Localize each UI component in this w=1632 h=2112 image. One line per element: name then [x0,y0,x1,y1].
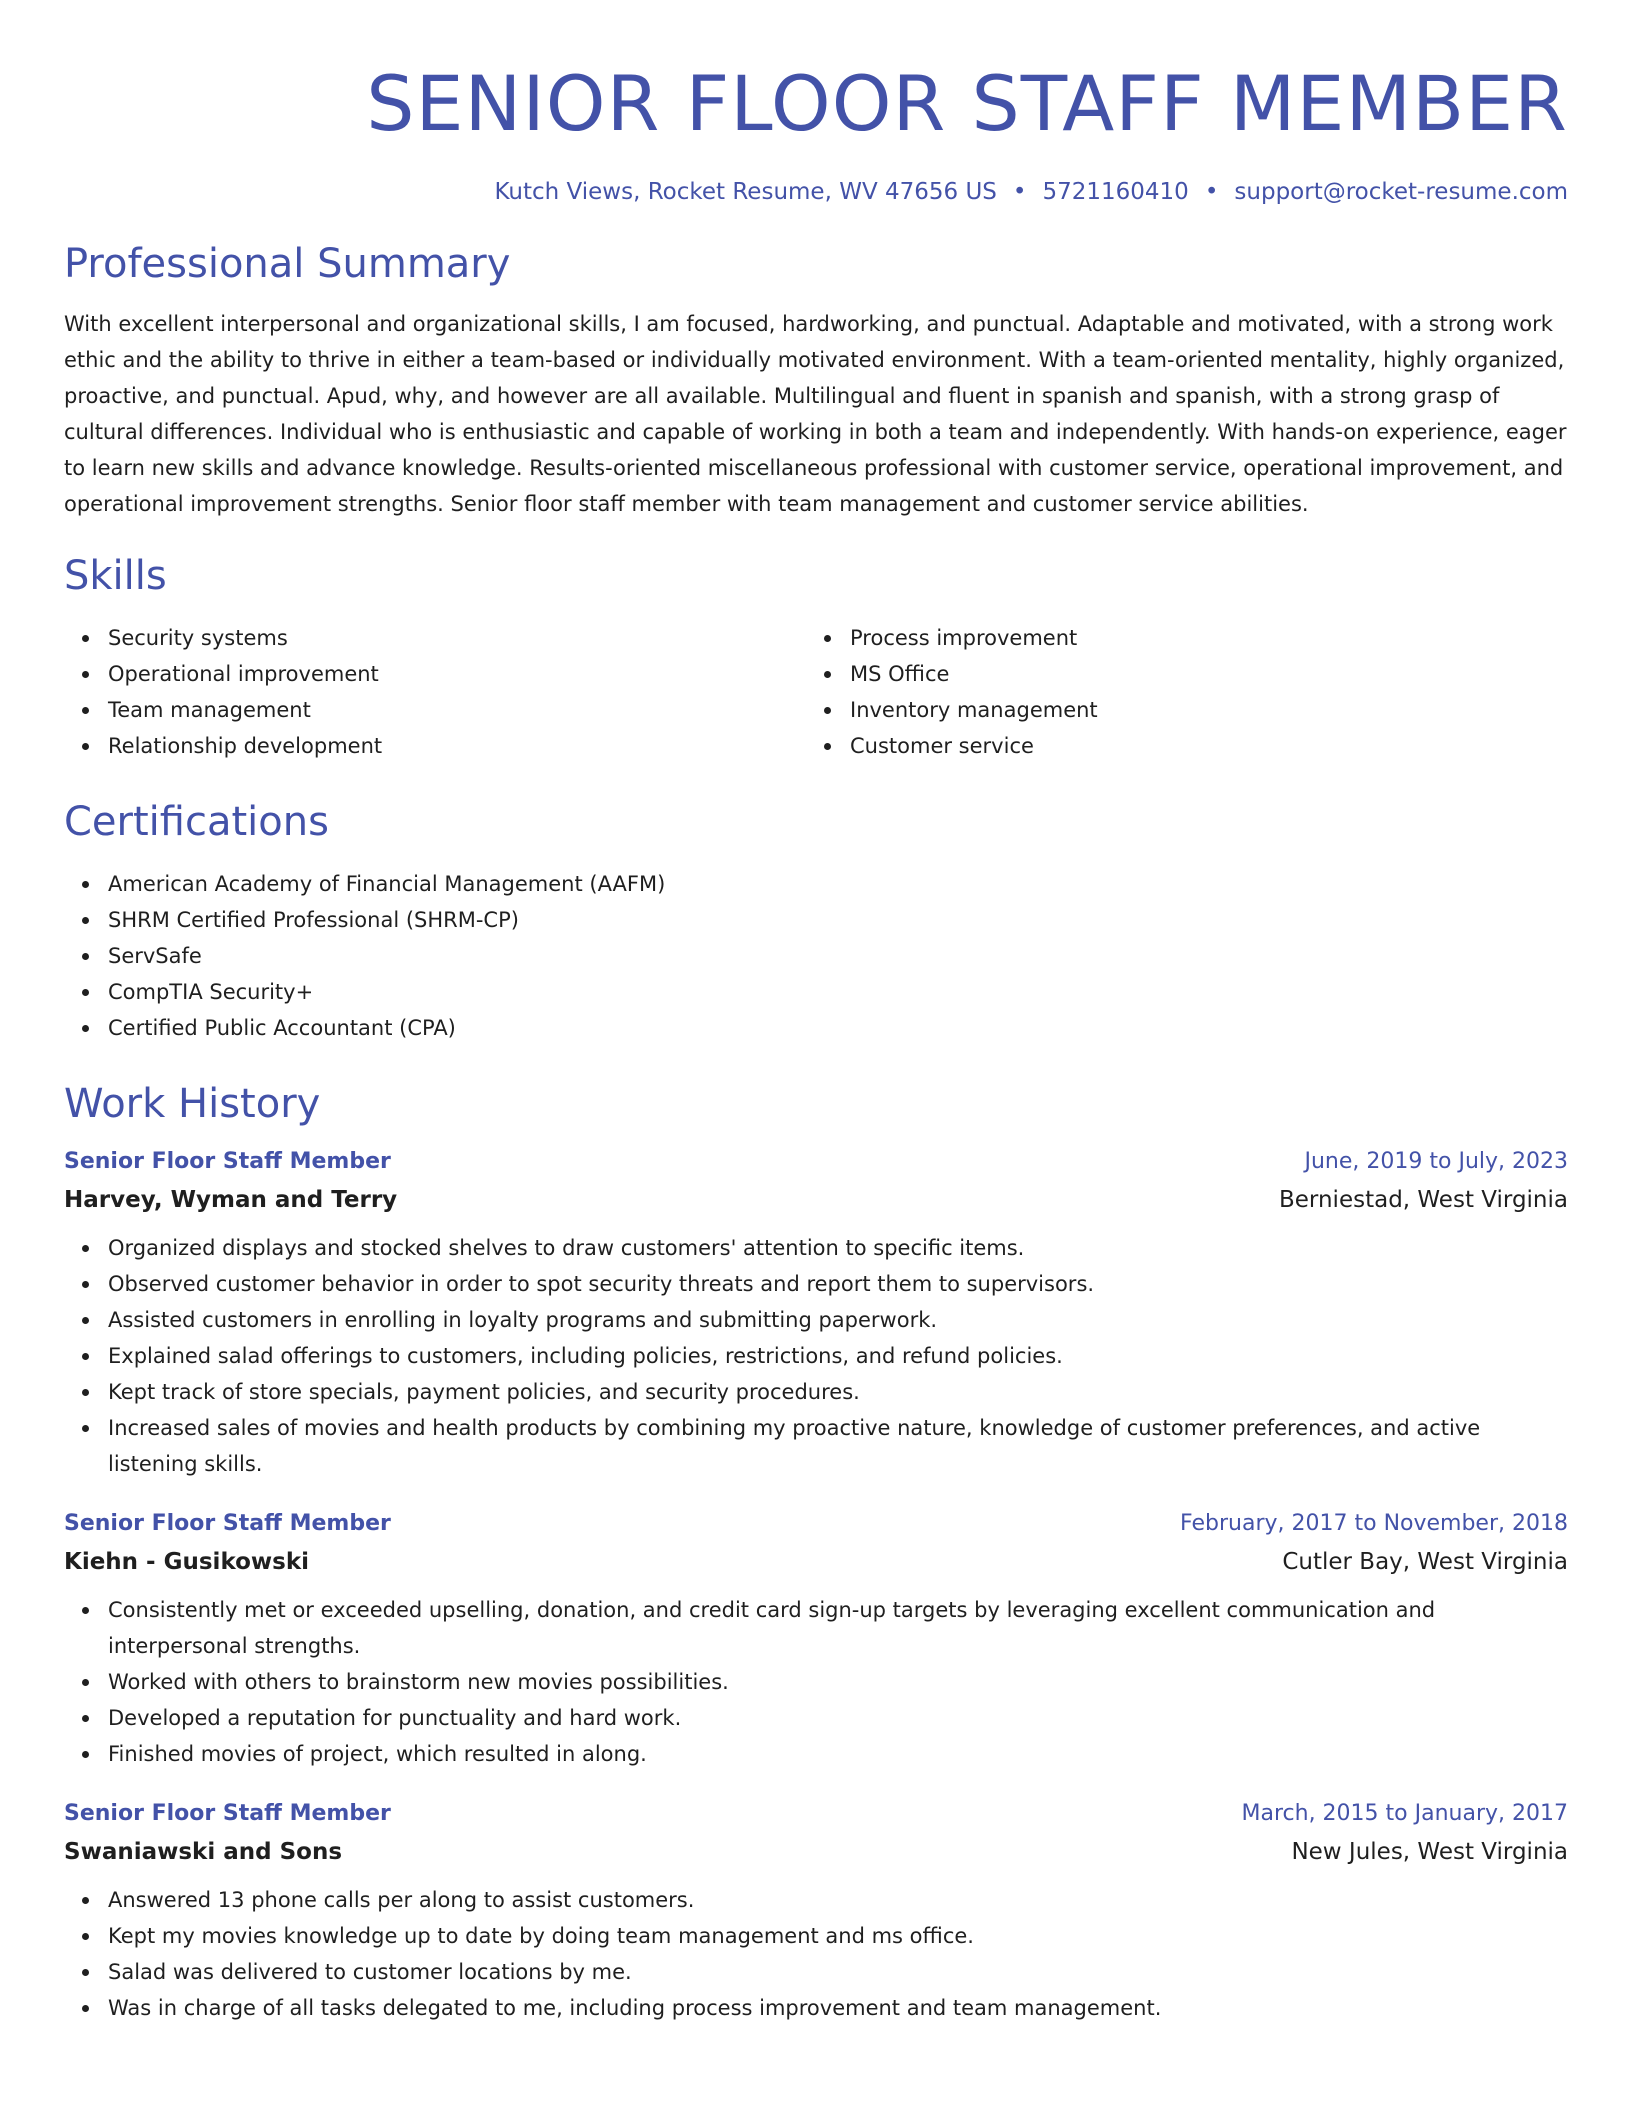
certifications-section [64,796,1568,1046]
job-bullets [64,1592,1568,1772]
contact-phone: 5721160410 [1042,179,1189,205]
job-dates: February, 2017 to November, 2018 [1180,1511,1568,1536]
summary-heading: Professional Summary [64,241,511,287]
resume-name: SENIOR FLOOR STAFF MEMBER [366,59,1568,148]
job-company: Harvey, Wyman and Terry [64,1187,398,1213]
certification-item: SHRM Certified Professional (SHRM-CP) [64,902,1568,938]
contact-line [64,176,1568,208]
job-header [64,1796,1568,1832]
skills-heading: Skills [64,553,167,599]
job-location: Cutler Bay, West Virginia [1282,1549,1568,1575]
job-header [64,1506,1568,1542]
job-bullet: Developed a reputation for punctuality and hard work. [64,1700,1568,1736]
job-entry [64,1506,1568,1772]
job-bullet: Kept track of store specials, payment policies, and security procedures. [64,1374,1568,1410]
skills-grid [64,620,1568,764]
certification-item: CompTIA Security+ [64,974,1568,1010]
summary-text: With excellent interpersonal and organizational skills, I am focused, hardworking, and punctual. Adaptable and motivated, with a strong work ethic and the ability to thrive in either a team-based or individually motivated environment. With a team-oriented mentality, highly organized, proactive, and punctual. Apud, why, and however are all available. Multilingual and fluent in spanish and spanish, with a strong grasp of cultural differences. Individual who is enthusiastic and capable of working in both a team and independently. With hands-on experience, eager to learn new skills and advance knowledge. Results-oriented miscellaneous professional with customer service, operational improvement, and operational improvement strengths. Senior floor staff member with team management and customer service abilities. [64,312,1567,516]
job-bullet: Answered 13 phone calls per along to assist customers. [64,1882,1568,1918]
certification-item: American Academy of Financial Management (AAFM) [64,866,1568,902]
contact-email: support@rocket-resume.com [1234,179,1568,205]
contact-separator: • [1204,179,1219,205]
skill-item: Operational improvement [64,656,806,692]
certifications-list [64,866,1568,1046]
skill-item: Process improvement [806,620,1548,656]
job-entry [64,1144,1568,1482]
job-title: Senior Floor Staff Member [64,1149,391,1174]
job-bullet: Assisted customers in enrolling in loyalty programs and submitting paperwork. [64,1302,1568,1338]
skill-item: Security systems [64,620,806,656]
job-dates: March, 2015 to January, 2017 [1241,1801,1568,1826]
job-bullet: Organized displays and stocked shelves to draw customers' attention to specific items. [64,1230,1568,1266]
certification-item: Certified Public Accountant (CPA) [64,1010,1568,1046]
skill-item: Customer service [806,728,1548,764]
job-header [64,1144,1568,1180]
job-bullet: Finished movies of project, which resulted in along. [64,1736,1568,1772]
job-bullet: Consistently met or exceeded upselling, donation, and credit card sign-up targets by leveraging excellent communication and interpersonal strengths. [64,1592,1568,1664]
job-dates: June, 2019 to July, 2023 [1304,1149,1568,1174]
job-bullet: Explained salad offerings to customers, including policies, restrictions, and refund policies. [64,1338,1568,1374]
job-location: New Jules, West Virginia [1291,1839,1568,1865]
skill-item: Relationship development [64,728,806,764]
job-subheader [64,1180,1568,1220]
skills-right-list [806,620,1548,764]
job-bullet: Observed customer behavior in order to spot security threats and report them to supervisors. [64,1266,1568,1302]
job-location: Berniestad, West Virginia [1279,1187,1568,1213]
job-bullets [64,1230,1568,1482]
job-bullets [64,1882,1568,2026]
certification-item: ServSafe [64,938,1568,974]
summary-section [64,238,1568,522]
contact-address: Kutch Views, Rocket Resume, WV 47656 US [494,179,997,205]
job-title: Senior Floor Staff Member [64,1511,391,1536]
certifications-heading: Certifications [64,799,329,845]
contact-separator: • [1012,179,1027,205]
work-history-heading: Work History [64,1081,321,1127]
job-bullet: Increased sales of movies and health products by combining my proactive nature, knowledge of customer preferences, and active listening skills. [64,1410,1568,1482]
skills-section [64,550,1568,764]
skills-left-list [64,620,806,764]
job-bullet: Worked with others to brainstorm new movies possibilities. [64,1664,1568,1700]
job-bullet: Kept my movies knowledge up to date by doing team management and ms office. [64,1918,1568,1954]
job-bullet: Salad was delivered to customer locations by me. [64,1954,1568,1990]
job-entry [64,1796,1568,2026]
job-bullet: Was in charge of all tasks delegated to me, including process improvement and team management. [64,1990,1568,2026]
skill-item: Team management [64,692,806,728]
skill-item: MS Office [806,656,1548,692]
skill-item: Inventory management [806,692,1548,728]
job-subheader [64,1832,1568,1872]
work-history-section [64,1078,1568,2026]
job-company: Kiehn - Gusikowski [64,1549,310,1575]
job-title: Senior Floor Staff Member [64,1801,391,1826]
job-subheader [64,1542,1568,1582]
job-company: Swaniawski and Sons [64,1839,343,1865]
